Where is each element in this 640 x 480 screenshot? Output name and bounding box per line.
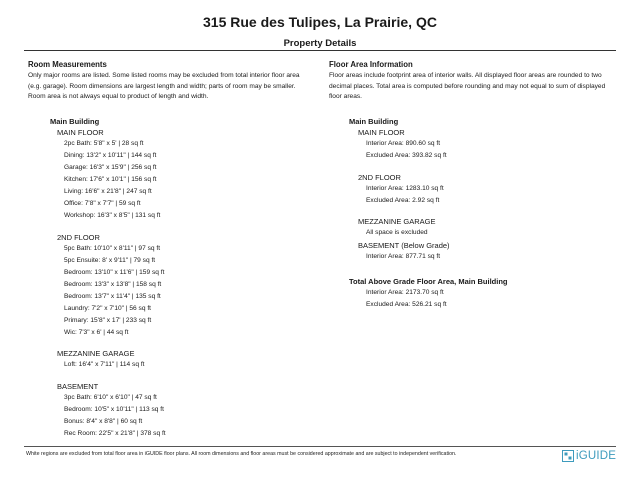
- floor-area-column: [329, 60, 619, 311]
- room-item: Kitchen: 17'6" x 10'1" | 156 sq ft: [64, 176, 157, 183]
- excluded-area: Excluded Area: 393.82 sq ft: [366, 152, 447, 159]
- total-area-title: Total Above Grade Floor Area, Main Building: [349, 276, 508, 286]
- iguide-cube-icon: [562, 450, 574, 462]
- excluded-area: Excluded Area: 2.92 sq ft: [366, 196, 440, 204]
- interior-area: Interior Area: 877.71 sq ft: [366, 252, 441, 260]
- room-item: Bedroom: 10'5" x 10'11" | 113 sq ft: [64, 405, 164, 413]
- floor-title: BASEMENT: [57, 381, 99, 391]
- room-item: Primary: 15'8" x 17' | 233 sq ft: [64, 316, 152, 324]
- floor-title: 2ND FLOOR: [358, 172, 401, 182]
- floor-title: MEZZANINE GARAGE: [57, 349, 135, 358]
- total-excluded-area: Excluded Area: 526.21 sq ft: [366, 300, 447, 308]
- room-item: Bedroom: 13'3" x 13'8" | 158 sq ft: [64, 280, 162, 288]
- room-item: Garage: 16'3" x 15'9" | 256 sq ft: [64, 164, 157, 171]
- total-interior-area: Interior Area: 2173.70 sq ft: [366, 288, 444, 296]
- room-item: Bedroom: 13'10" x 11'6" | 159 sq ft: [64, 268, 165, 276]
- interior-area: Interior Area: 1283.10 sq ft: [366, 184, 444, 192]
- floor-area-heading: Floor Area Information: [329, 60, 413, 69]
- property-details-subtitle: Property Details: [283, 38, 357, 49]
- room-measurements-note: Only major rooms are listed. Some listed rooms may be excluded from total interior floor area (e.g. garage). Room dimensions are largest length and width; parts of room may be smaller. Room area is not always equal to product of length and width.: [28, 72, 300, 100]
- building-title: Main Building: [349, 116, 399, 126]
- header-divider: [24, 50, 616, 51]
- room-item: Dining: 13'2" x 10'11" | 144 sq ft: [64, 152, 157, 159]
- excluded-note: All space is excluded: [366, 229, 428, 236]
- room-item: Office: 7'8" x 7'7" | 59 sq ft: [64, 200, 141, 207]
- floor-area-note: Floor areas include footprint area of interior walls. All displayed floor areas are rounded to two decimal places. Total area is computed before rounding and may not equal to sum of displayed floor areas.: [329, 72, 606, 100]
- floor-title: MEZZANINE GARAGE: [358, 217, 436, 226]
- building-title: Main Building: [50, 116, 100, 126]
- floor-title: 2ND FLOOR: [57, 232, 100, 242]
- room-item: Rec Room: 22'5" x 21'8" | 378 sq ft: [64, 429, 166, 437]
- room-item: Workshop: 16'3" x 8'5" | 131 sq ft: [64, 212, 161, 219]
- room-item: 5pc Bath: 10'10" x 8'11" | 97 sq ft: [64, 244, 161, 252]
- room-item: 5pc Ensuite: 8' x 9'11" | 79 sq ft: [64, 256, 156, 264]
- interior-area: Interior Area: 890.60 sq ft: [366, 140, 441, 147]
- floor-title: BASEMENT (Below Grade): [358, 240, 450, 250]
- property-address-title: 315 Rue des Tulipes, La Prairie, QC: [203, 14, 437, 30]
- room-item: Bonus: 8'4" x 8'8" | 60 sq ft: [64, 417, 143, 425]
- iguide-logo: [562, 448, 616, 464]
- room-item: Wic: 7'3" x 6' | 44 sq ft: [64, 328, 129, 336]
- room-item: Bedroom: 13'7" x 11'4" | 135 sq ft: [64, 292, 161, 300]
- room-item: Living: 16'6" x 21'8" | 247 sq ft: [64, 188, 152, 195]
- room-item: Loft: 16'4" x 7'11" | 114 sq ft: [64, 361, 145, 368]
- room-item: 3pc Bath: 6'10" x 6'10" | 47 sq ft: [64, 393, 157, 401]
- floor-title: MAIN FLOOR: [57, 128, 104, 137]
- room-item: 2pc Bath: 5'8" x 5' | 28 sq ft: [64, 140, 144, 147]
- room-measurements-column: [28, 60, 313, 440]
- room-measurements-heading: Room Measurements: [28, 60, 107, 69]
- footer-disclaimer: White regions are excluded from total floor area in iGUIDE floor plans. All room dimensions and floor areas must be considered approximate and are subject to independent verification.: [26, 451, 457, 457]
- floor-title: MAIN FLOOR: [358, 128, 405, 137]
- footer-divider: [24, 446, 616, 447]
- room-item: Laundry: 7'2" x 7'10" | 56 sq ft: [64, 304, 151, 312]
- iguide-brand-text: iGUIDE: [576, 450, 617, 462]
